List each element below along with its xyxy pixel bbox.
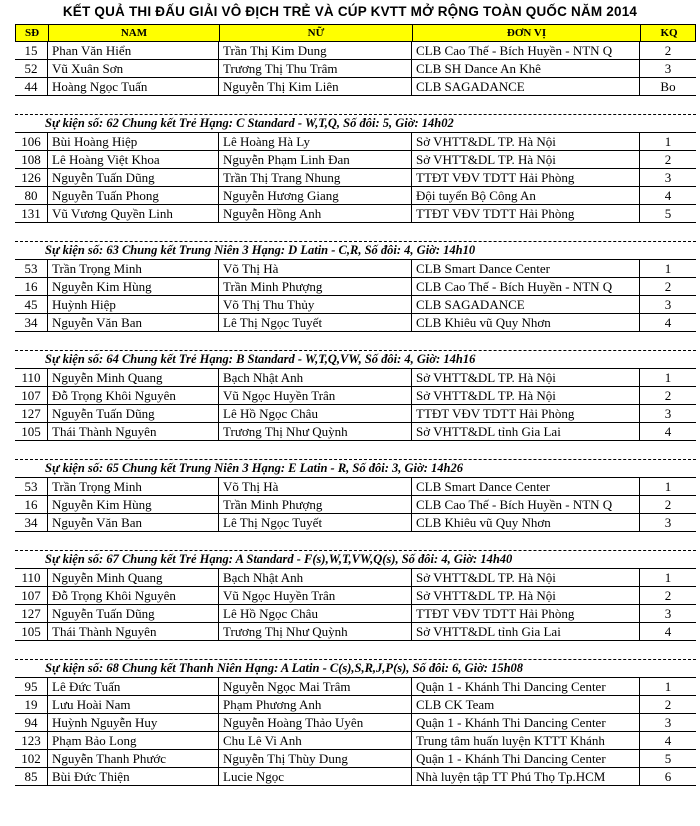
cell-don-vi: CLB SAGADANCE (412, 296, 640, 313)
cell-sd: 94 (15, 714, 48, 731)
cell-nam: Trần Trọng Minh (48, 478, 219, 495)
table-row (15, 696, 696, 714)
table-row (15, 151, 696, 169)
cell-nam: Nguyễn Minh Quang (48, 369, 219, 386)
cell-sd: 16 (15, 278, 48, 295)
cell-nam: Nguyễn Thanh Phước (48, 750, 219, 767)
cell-don-vi: CLB Cao Thế - Bích Huyền - NTN Q (412, 278, 640, 295)
cell-nu: Nguyễn Thị Kim Liên (219, 78, 412, 95)
cell-sd: 15 (15, 42, 48, 59)
section-separator (15, 641, 696, 660)
cell-kq: 2 (664, 588, 672, 603)
table-row (15, 387, 696, 405)
cell-sd: 110 (15, 369, 48, 386)
cell-don-vi: CLB SH Dance An Khê (412, 60, 640, 77)
cell-nam: Lê Hoàng Việt Khoa (48, 151, 219, 168)
cell-kq: 3 (664, 715, 672, 730)
cell-kq: 5 (664, 751, 672, 766)
cell-don-vi: Quận 1 - Khánh Thi Dancing Center (412, 750, 640, 767)
cell-don-vi: CLB Cao Thế - Bích Huyền - NTN Q (412, 42, 640, 59)
cell-don-vi: Sở VHTT&DL TP. Hà Nội (412, 369, 640, 386)
cell-kq: 2 (664, 279, 672, 294)
cell-don-vi: CLB Cao Thế - Bích Huyền - NTN Q (412, 496, 640, 513)
cell-nam: Lê Đức Tuấn (48, 678, 219, 695)
cell-sd: 106 (15, 133, 48, 150)
cell-nu: Võ Thị Hà (219, 478, 412, 495)
cell-nu: Vũ Ngọc Huyền Trân (219, 387, 412, 404)
cell-nu: Lê Hồ Ngọc Châu (219, 405, 412, 422)
cell-kq: 4 (664, 733, 672, 748)
cell-kq: 1 (664, 261, 672, 276)
cell-nam: Đỗ Trọng Khôi Nguyên (48, 587, 219, 604)
cell-sd: 34 (15, 514, 48, 531)
cell-kq: 4 (664, 315, 672, 330)
table-row (15, 587, 696, 605)
table-row (15, 478, 696, 496)
cell-nam: Nguyễn Văn Ban (48, 314, 219, 331)
cell-nu: Trần Minh Phượng (219, 278, 412, 295)
cell-don-vi: Sở VHTT&DL TP. Hà Nội (412, 133, 640, 150)
cell-sd: 107 (15, 587, 48, 604)
cell-nu: Trần Thị Kim Dung (219, 42, 412, 59)
table-row (15, 42, 696, 60)
event-heading: Sự kiện số: 64 Chung kết Trẻ Hạng: B Standard - W,T,Q,VW, Số đôi: 4, Giờ: 14h16 (15, 351, 696, 369)
cell-kq: 3 (664, 406, 672, 421)
cell-sd: 107 (15, 387, 48, 404)
cell-don-vi: Nhà luyện tập TT Phú Thọ Tp.HCM (412, 768, 640, 785)
cell-nu: Lê Hoàng Hà Ly (219, 133, 412, 150)
cell-nu: Nguyễn Hương Giang (219, 187, 412, 204)
table-header (15, 24, 696, 42)
cell-don-vi: CLB CK Team (412, 696, 640, 713)
cell-nu: Nguyễn Phạm Linh Đan (219, 151, 412, 168)
cell-sd: 131 (15, 205, 48, 222)
section-separator (15, 96, 696, 115)
cell-kq: 3 (664, 606, 672, 621)
table-row (15, 514, 696, 532)
cell-kq: 2 (664, 497, 672, 512)
cell-nam: Trần Trọng Minh (48, 260, 219, 277)
cell-nu: Nguyễn Ngọc Mai Trâm (219, 678, 412, 695)
cell-nam: Phạm Bảo Long (48, 732, 219, 749)
cell-nam: Vũ Xuân Sơn (48, 60, 219, 77)
cell-sd: 53 (15, 260, 48, 277)
cell-don-vi: CLB Smart Dance Center (412, 260, 640, 277)
cell-nu: Nguyễn Thị Thùy Dung (219, 750, 412, 767)
page-title: KẾT QUẢ THI ĐẤU GIẢI VÔ ĐỊCH TRẺ VÀ CÚP KVTT MỞ RỘNG TOÀN QUỐC NĂM 2014 (62, 4, 638, 19)
cell-don-vi: CLB Khiêu vũ Quy Nhơn (412, 314, 640, 331)
cell-nam: Nguyễn Văn Ban (48, 514, 219, 531)
sections (15, 42, 696, 786)
table-row (15, 405, 696, 423)
section-separator (15, 332, 696, 351)
cell-sd: 108 (15, 151, 48, 168)
table-row (15, 768, 696, 786)
table-row (15, 369, 696, 387)
cell-nu: Bạch Nhật Anh (219, 569, 412, 586)
cell-kq: 3 (664, 515, 672, 530)
table-row (15, 60, 696, 78)
cell-kq: 1 (664, 570, 672, 585)
header-kq: KQ (660, 27, 678, 39)
cell-kq: 6 (664, 769, 672, 784)
results-table (15, 24, 696, 786)
table-row (15, 496, 696, 514)
cell-kq: 3 (664, 61, 672, 76)
cell-nu: Vũ Ngọc Huyền Trân (219, 587, 412, 604)
cell-kq: 1 (664, 679, 672, 694)
cell-nam: Phan Văn Hiển (48, 42, 219, 59)
table-row (15, 187, 696, 205)
cell-kq: 2 (664, 697, 672, 712)
cell-sd: 19 (15, 696, 48, 713)
cell-nu: Võ Thị Hà (219, 260, 412, 277)
cell-kq: 1 (664, 479, 672, 494)
event-heading: Sự kiện số: 67 Chung kết Trẻ Hạng: A Standard - F(s),W,T,VW,Q(s), Số đôi: 4, Giờ: 14h40 (15, 551, 696, 569)
cell-sd: 52 (15, 60, 48, 77)
cell-kq: 4 (664, 624, 672, 639)
header-don-vi: ĐƠN VỊ (413, 25, 641, 41)
cell-nam: Bùi Hoàng Hiệp (48, 133, 219, 150)
cell-sd: 53 (15, 478, 48, 495)
cell-sd: 85 (15, 768, 48, 785)
table-row (15, 750, 696, 768)
cell-don-vi: Đội tuyển Bộ Công An (412, 187, 640, 204)
table-row (15, 678, 696, 696)
cell-sd: 105 (15, 423, 48, 440)
table-row (15, 296, 696, 314)
table-row (15, 714, 696, 732)
event-heading: Sự kiện số: 65 Chung kết Trung Niên 3 Hạng: E Latin - R, Số đôi: 3, Giờ: 14h26 (15, 460, 696, 478)
cell-don-vi: Quận 1 - Khánh Thi Dancing Center (412, 678, 640, 695)
cell-don-vi: CLB SAGADANCE (412, 78, 640, 95)
cell-kq: 3 (664, 170, 672, 185)
event-heading: Sự kiện số: 62 Chung kết Trẻ Hạng: C Standard - W,T,Q, Số đôi: 5, Giờ: 14h02 (15, 115, 696, 133)
cell-don-vi: TTĐT VĐV TDTT Hải Phòng (412, 605, 640, 622)
cell-sd: 95 (15, 678, 48, 695)
cell-sd: 80 (15, 187, 48, 204)
cell-don-vi: TTĐT VĐV TDTT Hải Phòng (412, 169, 640, 186)
table-row (15, 169, 696, 187)
cell-kq: 1 (664, 134, 672, 149)
cell-nu: Bạch Nhật Anh (219, 369, 412, 386)
table-row (15, 133, 696, 151)
cell-don-vi: Sở VHTT&DL TP. Hà Nội (412, 151, 640, 168)
cell-nam: Nguyễn Tuấn Dũng (48, 169, 219, 186)
cell-kq: 2 (664, 43, 672, 58)
cell-nam: Nguyễn Tuấn Phong (48, 187, 219, 204)
cell-nam: Thái Thành Nguyên (48, 423, 219, 440)
cell-nam: Nguyễn Tuấn Dũng (48, 405, 219, 422)
cell-sd: 34 (15, 314, 48, 331)
table-row (15, 314, 696, 332)
cell-sd: 110 (15, 569, 48, 586)
cell-don-vi: Trung tâm huấn luyện KTTT Khánh (412, 732, 640, 749)
table-row (15, 623, 696, 641)
cell-sd: 123 (15, 732, 48, 749)
cell-nu: Lucie Ngọc (219, 768, 412, 785)
table-row (15, 78, 696, 96)
header-sd: SĐ (16, 25, 49, 41)
cell-kq: 4 (664, 424, 672, 439)
cell-nu: Nguyễn Hồng Anh (219, 205, 412, 222)
cell-don-vi: CLB Khiêu vũ Quy Nhơn (412, 514, 640, 531)
cell-nam: Lưu Hoài Nam (48, 696, 219, 713)
cell-nu: Lê Hồ Ngọc Châu (219, 605, 412, 622)
cell-nu: Võ Thị Thu Thủy (219, 296, 412, 313)
cell-sd: 105 (15, 623, 48, 640)
event-heading: Sự kiện số: 68 Chung kết Thanh Niên Hạng: A Latin - C(s),S,R,J,P(s), Số đôi: 6, Giờ: 15h08 (15, 660, 696, 678)
cell-kq: 1 (664, 370, 672, 385)
cell-nu: Phạm Phương Anh (219, 696, 412, 713)
cell-don-vi: Sở VHTT&DL tỉnh Gia Lai (412, 423, 640, 440)
table-row (15, 423, 696, 441)
cell-kq: Bo (660, 79, 676, 94)
cell-kq: 2 (664, 388, 672, 403)
cell-nam: Huỳnh Hiệp (48, 296, 219, 313)
cell-nam: Nguyễn Kim Hùng (48, 496, 219, 513)
header-nu: NỮ (220, 25, 413, 41)
cell-nam: Nguyễn Kim Hùng (48, 278, 219, 295)
cell-don-vi: TTĐT VĐV TDTT Hải Phòng (412, 205, 640, 222)
table-row (15, 605, 696, 623)
cell-don-vi: Quận 1 - Khánh Thi Dancing Center (412, 714, 640, 731)
cell-kq: 2 (664, 152, 672, 167)
cell-nu: Lê Thị Ngọc Tuyết (219, 314, 412, 331)
cell-nu: Trần Thị Trang Nhung (219, 169, 412, 186)
cell-nam: Vũ Vương Quyền Linh (48, 205, 219, 222)
cell-don-vi: TTĐT VĐV TDTT Hải Phòng (412, 405, 640, 422)
table-row (15, 205, 696, 223)
cell-nam: Thái Thành Nguyên (48, 623, 219, 640)
cell-nam: Huỳnh Nguyễn Huy (48, 714, 219, 731)
cell-don-vi: CLB Smart Dance Center (412, 478, 640, 495)
section-separator (15, 532, 696, 551)
cell-sd: 16 (15, 496, 48, 513)
table-row (15, 260, 696, 278)
cell-sd: 102 (15, 750, 48, 767)
section-separator (15, 223, 696, 242)
header-nam: NAM (49, 25, 220, 41)
table-row (15, 569, 696, 587)
cell-kq: 5 (664, 206, 672, 221)
cell-sd: 45 (15, 296, 48, 313)
cell-nu: Chu Lê Vi Anh (219, 732, 412, 749)
cell-nu: Trần Minh Phượng (219, 496, 412, 513)
cell-nam: Bùi Đức Thiện (48, 768, 219, 785)
table-row (15, 278, 696, 296)
cell-nu: Trương Thị Như Quỳnh (219, 623, 412, 640)
cell-nam: Hoàng Ngọc Tuấn (48, 78, 219, 95)
cell-sd: 127 (15, 405, 48, 422)
cell-nam: Nguyễn Minh Quang (48, 569, 219, 586)
cell-nu: Trương Thị Thu Trâm (219, 60, 412, 77)
cell-nam: Nguyễn Tuấn Dũng (48, 605, 219, 622)
cell-sd: 126 (15, 169, 48, 186)
section-separator (15, 441, 696, 460)
cell-don-vi: Sở VHTT&DL tỉnh Gia Lai (412, 623, 640, 640)
event-heading: Sự kiện số: 63 Chung kết Trung Niên 3 Hạng: D Latin - C,R, Số đôi: 4, Giờ: 14h10 (15, 242, 696, 260)
cell-sd: 44 (15, 78, 48, 95)
cell-nu: Nguyễn Hoàng Thảo Uyên (219, 714, 412, 731)
cell-kq: 3 (664, 297, 672, 312)
cell-don-vi: Sở VHTT&DL TP. Hà Nội (412, 587, 640, 604)
cell-kq: 4 (664, 188, 672, 203)
cell-nu: Trương Thị Như Quỳnh (219, 423, 412, 440)
table-row (15, 732, 696, 750)
cell-sd: 127 (15, 605, 48, 622)
cell-nam: Đỗ Trọng Khôi Nguyên (48, 387, 219, 404)
cell-nu: Lê Thị Ngọc Tuyết (219, 514, 412, 531)
cell-don-vi: Sở VHTT&DL TP. Hà Nội (412, 569, 640, 586)
cell-don-vi: Sở VHTT&DL TP. Hà Nội (412, 387, 640, 404)
